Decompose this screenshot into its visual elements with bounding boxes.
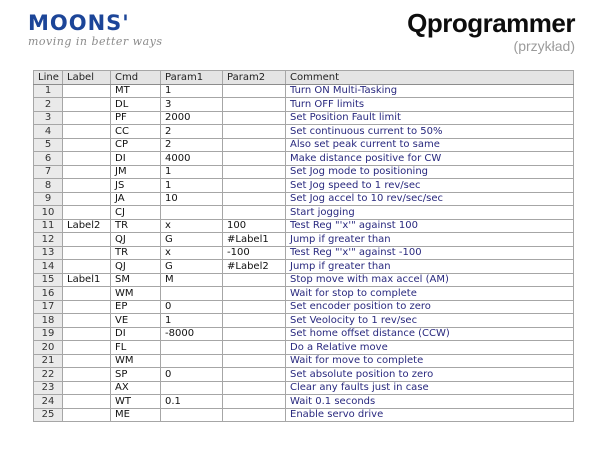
cell-param2 [223, 111, 286, 125]
cell-param1: 2000 [161, 111, 223, 125]
cell-param1: 1 [161, 314, 223, 328]
cell-comment: Wait for move to complete [286, 354, 574, 368]
cell-comment: Set home offset distance (CCW) [286, 327, 574, 341]
cell-comment: Clear any faults just in case [286, 381, 574, 395]
cell-cmd: JA [111, 192, 161, 206]
cell-param2 [223, 179, 286, 193]
cell-param2 [223, 368, 286, 382]
moons-logo-tagline: moving in better ways [28, 35, 163, 48]
cell-param2: #Label2 [223, 260, 286, 274]
cell-line: 17 [34, 300, 63, 314]
cell-param2 [223, 152, 286, 166]
program-table-container [33, 70, 574, 422]
cell-label [63, 98, 111, 112]
cell-label [63, 354, 111, 368]
cell-param1: 2 [161, 138, 223, 152]
cell-line: 22 [34, 368, 63, 382]
cell-param1: M [161, 273, 223, 287]
table-row [34, 84, 574, 98]
cell-comment: Wait 0.1 seconds [286, 395, 574, 409]
cell-line: 25 [34, 408, 63, 422]
cell-cmd: FL [111, 341, 161, 355]
cell-cmd: DI [111, 152, 161, 166]
cell-line: 5 [34, 138, 63, 152]
table-row [34, 354, 574, 368]
cell-cmd: SM [111, 273, 161, 287]
table-row [34, 192, 574, 206]
cell-label [63, 395, 111, 409]
table-row [34, 125, 574, 139]
table-row [34, 233, 574, 247]
cell-cmd: CJ [111, 206, 161, 220]
cell-cmd: EP [111, 300, 161, 314]
cell-param2 [223, 341, 286, 355]
column-header-cmd: Cmd [111, 71, 161, 85]
cell-line: 11 [34, 219, 63, 233]
cell-param2 [223, 287, 286, 301]
cell-line: 16 [34, 287, 63, 301]
cell-param1: 10 [161, 192, 223, 206]
table-row [34, 152, 574, 166]
cell-label [63, 206, 111, 220]
cell-param1: 1 [161, 165, 223, 179]
moons-logo-text: MOONS' [28, 11, 130, 35]
cell-param1: 4000 [161, 152, 223, 166]
cell-label [63, 287, 111, 301]
cell-cmd: QJ [111, 233, 161, 247]
cell-param1 [161, 354, 223, 368]
cell-line: 4 [34, 125, 63, 139]
cell-comment: Set Jog mode to positioning [286, 165, 574, 179]
cell-param1 [161, 287, 223, 301]
cell-line: 14 [34, 260, 63, 274]
cell-label: Label2 [63, 219, 111, 233]
cell-param1: 0.1 [161, 395, 223, 409]
cell-cmd: QJ [111, 260, 161, 274]
cell-param1: G [161, 260, 223, 274]
cell-line: 10 [34, 206, 63, 220]
column-header-comment: Comment [286, 71, 574, 85]
cell-param2 [223, 98, 286, 112]
cell-param2 [223, 354, 286, 368]
table-row [34, 273, 574, 287]
table-row [34, 246, 574, 260]
cell-line: 8 [34, 179, 63, 193]
table-row [34, 206, 574, 220]
table-row [34, 219, 574, 233]
cell-comment: Jump if greater than [286, 233, 574, 247]
cell-cmd: MT [111, 84, 161, 98]
cell-label [63, 233, 111, 247]
cell-label [63, 138, 111, 152]
cell-line: 3 [34, 111, 63, 125]
cell-param1 [161, 408, 223, 422]
cell-label [63, 192, 111, 206]
cell-param2 [223, 314, 286, 328]
cell-cmd: AX [111, 381, 161, 395]
table-row [34, 165, 574, 179]
table-row [34, 368, 574, 382]
cell-label [63, 260, 111, 274]
cell-line: 7 [34, 165, 63, 179]
cell-param1: 0 [161, 300, 223, 314]
table-row [34, 179, 574, 193]
cell-line: 6 [34, 152, 63, 166]
cell-comment: Set encoder position to zero [286, 300, 574, 314]
table-row [34, 138, 574, 152]
cell-param2 [223, 125, 286, 139]
cell-param2 [223, 273, 286, 287]
cell-label [63, 341, 111, 355]
cell-cmd: WM [111, 287, 161, 301]
title-block [407, 8, 575, 54]
cell-label [63, 314, 111, 328]
page-title: Qprogrammer [407, 8, 575, 38]
cell-comment: Wait for stop to complete [286, 287, 574, 301]
cell-comment: Set Jog accel to 10 rev/sec/sec [286, 192, 574, 206]
cell-param2 [223, 192, 286, 206]
cell-param1: 1 [161, 84, 223, 98]
cell-line: 9 [34, 192, 63, 206]
cell-cmd: VE [111, 314, 161, 328]
cell-param1: G [161, 233, 223, 247]
cell-cmd: ME [111, 408, 161, 422]
cell-param1: -8000 [161, 327, 223, 341]
cell-param1: x [161, 246, 223, 260]
cell-label [63, 368, 111, 382]
cell-param2 [223, 165, 286, 179]
cell-cmd: JM [111, 165, 161, 179]
cell-cmd: DL [111, 98, 161, 112]
table-row [34, 314, 574, 328]
cell-param1: x [161, 219, 223, 233]
cell-comment: Jump if greater than [286, 260, 574, 274]
cell-param1: 3 [161, 98, 223, 112]
cell-cmd: PF [111, 111, 161, 125]
cell-comment: Start jogging [286, 206, 574, 220]
cell-param2 [223, 84, 286, 98]
cell-comment: Set absolute position to zero [286, 368, 574, 382]
table-row [34, 98, 574, 112]
cell-cmd: CP [111, 138, 161, 152]
cell-comment: Set Jog speed to 1 rev/sec [286, 179, 574, 193]
cell-line: 21 [34, 354, 63, 368]
cell-comment: Test Reg "'x'" against -100 [286, 246, 574, 260]
cell-line: 15 [34, 273, 63, 287]
cell-param2: -100 [223, 246, 286, 260]
cell-param2: 100 [223, 219, 286, 233]
cell-param1 [161, 381, 223, 395]
cell-param2 [223, 206, 286, 220]
cell-param1: 0 [161, 368, 223, 382]
cell-comment: Enable servo drive [286, 408, 574, 422]
cell-line: 13 [34, 246, 63, 260]
cell-cmd: CC [111, 125, 161, 139]
cell-label [63, 165, 111, 179]
cell-param2 [223, 300, 286, 314]
cell-label [63, 179, 111, 193]
cell-comment: Set Position Fault limit [286, 111, 574, 125]
cell-label [63, 408, 111, 422]
cell-line: 12 [34, 233, 63, 247]
cell-cmd: WT [111, 395, 161, 409]
cell-line: 1 [34, 84, 63, 98]
cell-param1: 1 [161, 179, 223, 193]
table-row [34, 395, 574, 409]
cell-line: 20 [34, 341, 63, 355]
cell-comment: Set continuous current to 50% [286, 125, 574, 139]
cell-param2 [223, 395, 286, 409]
cell-param2 [223, 138, 286, 152]
cell-comment: Set Veolocity to 1 rev/sec [286, 314, 574, 328]
cell-cmd: TR [111, 246, 161, 260]
cell-comment: Turn OFF limits [286, 98, 574, 112]
table-row [34, 287, 574, 301]
table-row [34, 381, 574, 395]
cell-label [63, 381, 111, 395]
table-row [34, 408, 574, 422]
table-header-row [34, 71, 574, 85]
cell-cmd: DI [111, 327, 161, 341]
moons-logo [28, 12, 163, 48]
cell-label [63, 111, 111, 125]
table-row [34, 341, 574, 355]
cell-param1: 2 [161, 125, 223, 139]
table-row [34, 327, 574, 341]
cell-comment: Stop move with max accel (AM) [286, 273, 574, 287]
cell-param1 [161, 206, 223, 220]
cell-line: 2 [34, 98, 63, 112]
cell-cmd: TR [111, 219, 161, 233]
table-row [34, 260, 574, 274]
program-table [33, 70, 574, 422]
column-header-label: Label [63, 71, 111, 85]
cell-label [63, 152, 111, 166]
table-row [34, 300, 574, 314]
cell-comment: Make distance positive for CW [286, 152, 574, 166]
cell-label [63, 84, 111, 98]
table-row [34, 111, 574, 125]
cell-label: Label1 [63, 273, 111, 287]
column-header-param1: Param1 [161, 71, 223, 85]
cell-param2 [223, 408, 286, 422]
cell-cmd: JS [111, 179, 161, 193]
cell-param2 [223, 381, 286, 395]
cell-line: 23 [34, 381, 63, 395]
cell-cmd: SP [111, 368, 161, 382]
cell-label [63, 300, 111, 314]
cell-line: 24 [34, 395, 63, 409]
cell-line: 19 [34, 327, 63, 341]
cell-param2: #Label1 [223, 233, 286, 247]
cell-comment: Also set peak current to same [286, 138, 574, 152]
column-header-param2: Param2 [223, 71, 286, 85]
program-table-body [34, 84, 574, 422]
cell-label [63, 327, 111, 341]
cell-param2 [223, 327, 286, 341]
cell-param1 [161, 341, 223, 355]
cell-label [63, 246, 111, 260]
page-subtitle: (przykład) [513, 38, 575, 54]
cell-cmd: WM [111, 354, 161, 368]
cell-comment: Do a Relative move [286, 341, 574, 355]
cell-comment: Turn ON Multi-Tasking [286, 84, 574, 98]
cell-line: 18 [34, 314, 63, 328]
cell-label [63, 125, 111, 139]
cell-comment: Test Reg "'x'" against 100 [286, 219, 574, 233]
column-header-line: Line [34, 71, 63, 85]
